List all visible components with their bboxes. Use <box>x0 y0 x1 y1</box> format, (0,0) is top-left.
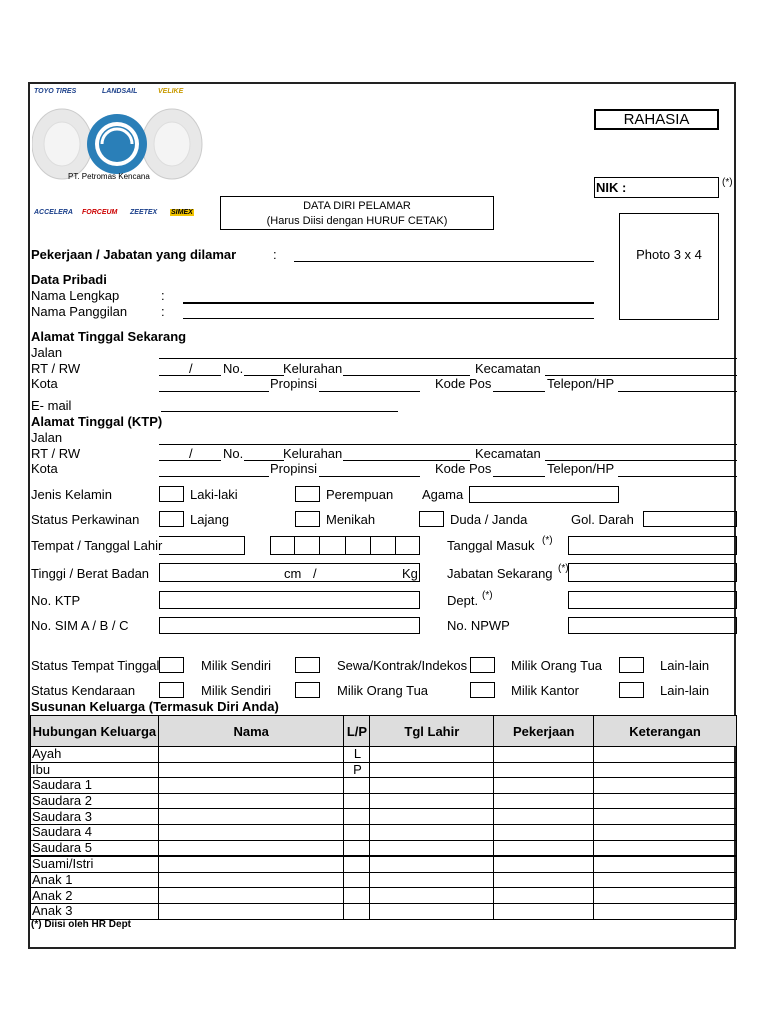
family-name-cell[interactable] <box>158 824 344 840</box>
email-input[interactable] <box>161 411 398 412</box>
position-label: Jabatan Sekarang <box>447 566 553 581</box>
family-birthdate-cell[interactable] <box>370 747 494 763</box>
full-name-input[interactable] <box>183 302 594 304</box>
addr-ktp-city-label: Kota <box>31 461 58 476</box>
addr-now-province-label: Propinsi <box>270 376 317 391</box>
family-name-cell[interactable] <box>158 840 344 856</box>
brand-zeetex: ZEETEX <box>130 209 158 216</box>
family-relation-cell: Ibu <box>31 762 159 778</box>
gender-female-checkbox[interactable] <box>295 486 320 502</box>
family-notes-cell[interactable] <box>594 793 737 809</box>
family-occupation-cell[interactable] <box>494 903 594 919</box>
table-row <box>31 888 737 904</box>
family-sex-cell[interactable] <box>344 888 370 904</box>
job-label: Pekerjaan / Jabatan yang dilamar <box>31 247 237 262</box>
addr-ktp-province-input[interactable] <box>319 476 420 477</box>
addr-ktp-rtrw-label: RT / RW <box>31 446 81 461</box>
residence-parents-label: Milik Orang Tua <box>511 658 603 673</box>
table-row <box>31 856 737 872</box>
family-birthdate-cell[interactable] <box>370 840 494 856</box>
position-asterisk: (*) <box>558 563 569 574</box>
marital-married-label: Menikah <box>326 512 376 527</box>
brand-landsail: LANDSAIL <box>102 88 138 95</box>
join-date-asterisk: (*) <box>542 535 553 546</box>
family-birthdate-cell[interactable] <box>370 824 494 840</box>
nik-field[interactable] <box>594 177 719 198</box>
table-row <box>31 840 737 856</box>
birth-label: Tempat / Tanggal Lahir <box>31 538 163 553</box>
religion-input[interactable] <box>469 486 619 503</box>
full-name-colon: : <box>161 288 165 303</box>
residence-own-label: Milik Sendiri <box>201 658 272 673</box>
addr-ktp-phone-input[interactable] <box>618 476 737 477</box>
addr-now-rtrw-label: RT / RW <box>31 361 81 376</box>
family-name-cell[interactable] <box>158 903 344 919</box>
family-name-cell[interactable] <box>158 888 344 904</box>
family-notes-cell[interactable] <box>594 888 737 904</box>
family-birthdate-cell[interactable] <box>370 778 494 794</box>
family-relation-cell: Saudara 3 <box>31 809 159 825</box>
addr-ktp-postal-label: Kode Pos <box>435 461 492 476</box>
family-sex-cell[interactable]: P <box>344 762 370 778</box>
family-name-cell[interactable] <box>158 856 344 872</box>
sim-label: No. SIM A / B / C <box>31 618 129 633</box>
brand-velike: VELIKE <box>158 88 184 95</box>
vehicle-own-label: Milik Sendiri <box>201 683 272 698</box>
family-sex-cell[interactable] <box>344 856 370 872</box>
residence-own-checkbox[interactable] <box>159 657 184 673</box>
addr-now-heading: Alamat Tinggal Sekarang <box>31 329 187 344</box>
family-birthdate-cell[interactable] <box>370 793 494 809</box>
family-sex-cell[interactable] <box>344 778 370 794</box>
vehicle-other-checkbox[interactable] <box>619 682 644 698</box>
weight-unit: Kg <box>402 566 418 581</box>
family-notes-cell[interactable] <box>594 903 737 919</box>
addr-ktp-street-label: Jalan <box>31 430 63 445</box>
table-row <box>31 809 737 825</box>
birth-date-d2[interactable] <box>294 536 320 555</box>
birth-date-y2[interactable] <box>395 536 420 555</box>
table-row <box>31 747 737 763</box>
family-col-sex: L/P <box>344 716 370 747</box>
family-notes-cell[interactable] <box>594 778 737 794</box>
addr-now-city-input[interactable] <box>159 391 269 392</box>
addr-now-slash: / <box>189 361 193 376</box>
family-heading: Susunan Keluarga (Termasuk Diri Anda) <box>31 699 279 714</box>
vehicle-parents-label: Milik Orang Tua <box>337 683 429 698</box>
family-sex-cell[interactable] <box>344 903 370 919</box>
height-weight-label: Tinggi / Berat Badan <box>31 566 150 581</box>
family-name-cell[interactable] <box>158 809 344 825</box>
gender-label: Jenis Kelamin <box>31 487 112 502</box>
family-birthdate-cell[interactable] <box>370 903 494 919</box>
residence-other-label: Lain-lain <box>660 658 710 673</box>
brand-simex: SIMEX <box>171 209 193 216</box>
photo-box[interactable] <box>619 213 719 320</box>
residence-label: Status Tempat Tinggal <box>31 658 160 673</box>
addr-ktp-city-input[interactable] <box>159 476 269 477</box>
addr-now-kelurahan-label: Kelurahan <box>283 361 343 376</box>
addr-ktp-kelurahan-label: Kelurahan <box>283 446 343 461</box>
family-relation-cell: Saudara 1 <box>31 778 159 794</box>
vehicle-office-label: Milik Kantor <box>511 683 579 698</box>
family-notes-cell[interactable] <box>594 809 737 825</box>
family-occupation-cell[interactable] <box>494 778 594 794</box>
family-birthdate-cell[interactable] <box>370 809 494 825</box>
birth-date-m1[interactable] <box>319 536 346 555</box>
birth-date-y1[interactable] <box>370 536 396 555</box>
family-sex-cell[interactable] <box>344 809 370 825</box>
family-birthdate-cell[interactable] <box>370 762 494 778</box>
gender-male-checkbox[interactable] <box>159 486 184 502</box>
email-label: E- mail <box>31 398 72 413</box>
dept-input[interactable] <box>568 591 737 609</box>
addr-now-no-label: No. <box>223 361 244 376</box>
family-notes-cell[interactable] <box>594 856 737 872</box>
position-input[interactable] <box>568 563 737 582</box>
addr-now-street-input[interactable] <box>159 358 737 359</box>
job-colon: : <box>273 247 277 262</box>
table-row <box>31 778 737 794</box>
footnote: (*) Diisi oleh HR Dept <box>31 919 132 930</box>
join-date-input[interactable] <box>568 536 737 555</box>
table-row <box>31 872 737 888</box>
gender-female-label: Perempuan <box>326 487 394 502</box>
table-row <box>31 762 737 778</box>
confidential-text: RAHASIA <box>623 111 690 128</box>
family-sex-cell[interactable] <box>344 840 370 856</box>
addr-ktp-phone-label: Telepon/HP <box>547 461 615 476</box>
family-occupation-cell[interactable] <box>494 856 594 872</box>
ktp-label: No. KTP <box>31 593 81 608</box>
family-col-occupation: Pekerjaan <box>494 716 594 747</box>
ktp-input[interactable] <box>159 591 420 609</box>
dept-asterisk: (*) <box>482 590 493 601</box>
vehicle-other-label: Lain-lain <box>660 683 710 698</box>
brand-forceum: FORCEUM <box>82 209 118 216</box>
addr-now-city-label: Kota <box>31 376 58 391</box>
form-subtitle: (Harus Diisi dengan HURUF CETAK) <box>266 215 448 227</box>
family-occupation-cell[interactable] <box>494 872 594 888</box>
family-relation-cell: Anak 3 <box>31 903 159 919</box>
family-relation-cell: Saudara 4 <box>31 824 159 840</box>
family-relation-cell: Ayah <box>31 747 159 763</box>
vehicle-own-checkbox[interactable] <box>159 682 184 698</box>
religion-label: Agama <box>422 487 464 502</box>
blood-type-input[interactable] <box>643 511 737 527</box>
family-sex-cell[interactable]: L <box>344 747 370 763</box>
addr-ktp-province-label: Propinsi <box>270 461 317 476</box>
marital-single-label: Lajang <box>190 512 230 527</box>
family-notes-cell[interactable] <box>594 762 737 778</box>
personal-heading: Data Pribadi <box>31 272 107 287</box>
family-notes-cell[interactable] <box>594 872 737 888</box>
blood-type-label: Gol. Darah <box>571 512 634 527</box>
height-unit: cm <box>284 566 302 581</box>
family-col-birthdate: Tgl Lahir <box>370 716 494 747</box>
birth-place-input[interactable] <box>159 536 245 555</box>
birth-date-m2[interactable] <box>345 536 371 555</box>
npwp-label: No. NPWP <box>447 618 510 633</box>
family-name-cell[interactable] <box>158 778 344 794</box>
residence-rent-label: Sewa/Kontrak/Indekos <box>337 658 468 673</box>
sim-input[interactable] <box>159 617 420 634</box>
dept-label: Dept. <box>447 593 479 608</box>
family-relation-cell: Anak 2 <box>31 888 159 904</box>
family-col-notes: Keterangan <box>594 716 737 747</box>
addr-now-phone-input[interactable] <box>618 391 737 392</box>
height-weight-slash: / <box>313 566 317 581</box>
family-birthdate-cell[interactable] <box>370 872 494 888</box>
photo-label: Photo 3 x 4 <box>636 247 702 262</box>
brand-accelera: ACCELERA <box>34 209 73 216</box>
family-relation-cell: Saudara 5 <box>31 840 159 856</box>
gender-male-label: Laki-laki <box>190 487 238 502</box>
company-name: PT. Petromas Kencana <box>68 172 150 181</box>
family-birthdate-cell[interactable] <box>370 888 494 904</box>
marital-widowed-checkbox[interactable] <box>419 511 444 527</box>
nickname-label: Nama Panggilan <box>31 304 128 319</box>
family-name-cell[interactable] <box>158 762 344 778</box>
full-name-label: Nama Lengkap <box>31 288 120 303</box>
birth-date-d1[interactable] <box>270 536 295 555</box>
vehicle-office-checkbox[interactable] <box>470 682 495 698</box>
family-sex-cell[interactable] <box>344 872 370 888</box>
addr-ktp-postal-input[interactable] <box>493 476 545 477</box>
family-relation-cell: Saudara 2 <box>31 793 159 809</box>
family-name-cell[interactable] <box>158 747 344 763</box>
addr-now-phone-label: Telepon/HP <box>547 376 615 391</box>
addr-ktp-no-label: No. <box>223 446 244 461</box>
residence-rent-checkbox[interactable] <box>295 657 320 673</box>
brand-toyo: TOYO TIRES <box>34 88 77 95</box>
nickname-colon: : <box>161 304 165 319</box>
family-col-relation: Hubungan Keluarga <box>31 716 159 747</box>
npwp-input[interactable] <box>568 617 737 634</box>
family-name-cell[interactable] <box>158 793 344 809</box>
addr-now-province-input[interactable] <box>319 391 420 392</box>
family-birthdate-cell[interactable] <box>370 856 494 872</box>
nik-label: NIK : <box>596 180 627 195</box>
addr-ktp-kecamatan-label: Kecamatan <box>475 446 541 461</box>
nik-asterisk: (*) <box>722 177 733 188</box>
family-occupation-cell[interactable] <box>494 824 594 840</box>
vehicle-parents-checkbox[interactable] <box>295 682 320 698</box>
addr-ktp-heading: Alamat Tinggal (KTP) <box>31 414 163 429</box>
family-relation-cell: Anak 1 <box>31 872 159 888</box>
family-occupation-cell[interactable] <box>494 747 594 763</box>
confidential-label <box>594 109 719 130</box>
addr-ktp-street-input[interactable] <box>159 444 737 445</box>
family-notes-cell[interactable] <box>594 824 737 840</box>
table-row <box>31 824 737 840</box>
addr-now-kecamatan-label: Kecamatan <box>475 361 541 376</box>
family-occupation-cell[interactable] <box>494 793 594 809</box>
table-row <box>31 903 737 919</box>
family-occupation-cell[interactable] <box>494 840 594 856</box>
marital-single-checkbox[interactable] <box>159 511 184 527</box>
addr-now-postal-label: Kode Pos <box>435 376 492 391</box>
family-table <box>30 715 737 920</box>
form-title-box <box>220 196 494 230</box>
company-logo <box>32 86 207 221</box>
family-occupation-cell[interactable] <box>494 762 594 778</box>
family-occupation-cell[interactable] <box>494 809 594 825</box>
job-input[interactable] <box>294 261 594 262</box>
addr-now-street-label: Jalan <box>31 345 63 360</box>
vehicle-label: Status Kendaraan <box>31 683 136 698</box>
marital-label: Status Perkawinan <box>31 512 140 527</box>
nickname-input[interactable] <box>183 318 594 319</box>
residence-other-checkbox[interactable] <box>619 657 644 673</box>
addr-ktp-slash: / <box>189 446 193 461</box>
family-relation-cell: Suami/Istri <box>31 856 159 872</box>
marital-married-checkbox[interactable] <box>295 511 320 527</box>
addr-now-postal-input[interactable] <box>493 391 545 392</box>
family-header-row <box>31 716 737 747</box>
residence-parents-checkbox[interactable] <box>470 657 495 673</box>
family-sex-cell[interactable] <box>344 824 370 840</box>
table-row <box>31 793 737 809</box>
family-sex-cell[interactable] <box>344 793 370 809</box>
join-date-label: Tanggal Masuk <box>447 538 535 553</box>
family-occupation-cell[interactable] <box>494 888 594 904</box>
form-title: DATA DIRI PELAMAR <box>303 200 411 212</box>
family-col-name: Nama <box>158 716 344 747</box>
family-name-cell[interactable] <box>158 872 344 888</box>
family-notes-cell[interactable] <box>594 840 737 856</box>
marital-widowed-label: Duda / Janda <box>450 512 528 527</box>
family-notes-cell[interactable] <box>594 747 737 763</box>
